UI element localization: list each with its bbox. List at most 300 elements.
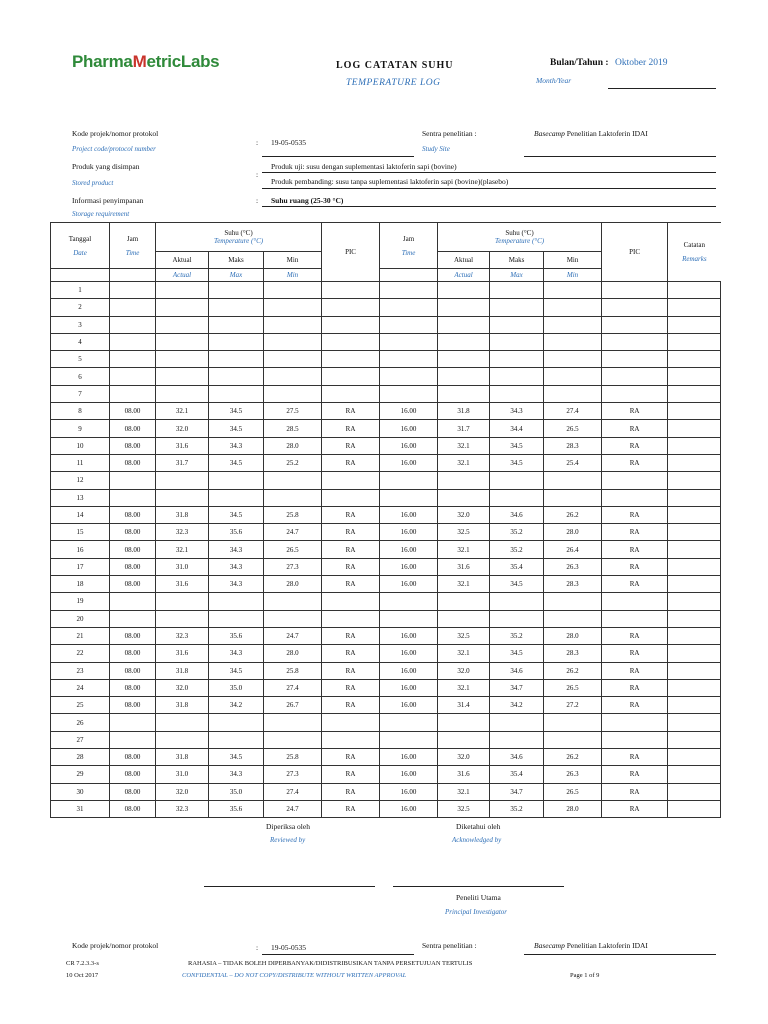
remarks-cell xyxy=(668,316,721,333)
table-cell: 28.0 xyxy=(264,437,322,454)
table-cell: 08.00 xyxy=(110,766,156,783)
table-cell: RA xyxy=(602,749,668,766)
remarks-cell xyxy=(668,645,721,662)
table-cell: 34.3 xyxy=(490,403,544,420)
table-cell xyxy=(544,333,602,350)
table-cell: RA xyxy=(322,679,380,696)
table-cell: RA xyxy=(322,627,380,644)
table-cell xyxy=(438,333,490,350)
table-row xyxy=(51,506,721,523)
code-colon: : xyxy=(256,138,259,147)
table-cell: 08.00 xyxy=(110,749,156,766)
table-cell: 17 xyxy=(51,558,110,575)
table-cell xyxy=(264,333,322,350)
remarks-cell xyxy=(668,627,721,644)
table-cell: 34.5 xyxy=(209,403,264,420)
table-cell xyxy=(110,316,156,333)
table-cell xyxy=(602,316,668,333)
table-cell: 34.6 xyxy=(490,506,544,523)
table-cell: 16.00 xyxy=(380,403,438,420)
table-cell xyxy=(602,368,668,385)
table-cell: 31.7 xyxy=(438,420,490,437)
table-row xyxy=(51,454,721,471)
table-cell xyxy=(110,299,156,316)
storage-sub: Storage requirement xyxy=(72,210,130,218)
table-cell: 16.00 xyxy=(380,506,438,523)
table-cell xyxy=(156,333,209,350)
table-cell xyxy=(602,385,668,402)
table-cell: 34.3 xyxy=(209,437,264,454)
table-cell xyxy=(490,316,544,333)
table-row xyxy=(51,489,721,506)
table-cell xyxy=(209,351,264,368)
storage-label: Informasi penyimpanan xyxy=(72,196,144,205)
header-actual: Actual xyxy=(156,269,209,282)
table-cell: 4 xyxy=(51,333,110,350)
table-cell xyxy=(209,385,264,402)
pi-sub: Principal Investigator xyxy=(445,908,508,916)
table-cell: 32.1 xyxy=(156,541,209,558)
remarks-cell xyxy=(668,593,721,610)
table-cell: 08.00 xyxy=(110,679,156,696)
header-temp-am xyxy=(156,223,322,252)
table-cell xyxy=(490,282,544,299)
table-row xyxy=(51,576,721,593)
header-temperature: Temperature (°C) xyxy=(213,237,264,245)
table-cell: 28.3 xyxy=(544,645,602,662)
footer-site-italic: Basecamp xyxy=(534,941,565,950)
table-cell: 30 xyxy=(51,783,110,800)
header-time-am xyxy=(110,223,156,269)
table-cell: 34.2 xyxy=(490,697,544,714)
table-cell xyxy=(380,351,438,368)
table-cell: 25.8 xyxy=(264,506,322,523)
page-number: Page 1 of 9 xyxy=(570,972,600,979)
table-cell: 31.6 xyxy=(438,558,490,575)
ack-signature-line xyxy=(393,886,564,887)
table-cell xyxy=(380,593,438,610)
company-logo xyxy=(72,52,219,72)
table-cell: 7 xyxy=(51,385,110,402)
table-cell: RA xyxy=(322,437,380,454)
product-test: Produk uji: susu dengan suplementasi laktoferin sapi (bovine) xyxy=(271,162,457,171)
table-cell: 34.3 xyxy=(209,766,264,783)
table-row xyxy=(51,697,721,714)
table-cell: 3 xyxy=(51,316,110,333)
table-cell: 16.00 xyxy=(380,645,438,662)
table-cell: 31.6 xyxy=(438,766,490,783)
table-cell: 35.0 xyxy=(209,679,264,696)
table-cell xyxy=(438,472,490,489)
table-row xyxy=(51,558,721,575)
remarks-cell xyxy=(668,766,721,783)
table-row xyxy=(51,662,721,679)
table-cell: 08.00 xyxy=(110,541,156,558)
table-cell: 08.00 xyxy=(110,420,156,437)
table-cell: 31.8 xyxy=(156,697,209,714)
product-colon: : xyxy=(256,170,259,179)
site-sub: Study Site xyxy=(422,145,450,153)
table-cell: 26.3 xyxy=(544,766,602,783)
table-cell xyxy=(438,385,490,402)
table-cell xyxy=(490,731,544,748)
table-cell: 32.1 xyxy=(438,679,490,696)
table-cell xyxy=(602,731,668,748)
confidential-en: CONFIDENTIAL – DO NOT COPY/DISTRIBUTE WITHOUT WRITTEN APPROVAL xyxy=(182,972,407,979)
table-row xyxy=(51,368,721,385)
table-cell: RA xyxy=(602,800,668,817)
table-cell: 25.2 xyxy=(264,454,322,471)
table-cell: 35.4 xyxy=(490,766,544,783)
code-line xyxy=(262,156,414,157)
table-cell xyxy=(380,316,438,333)
table-cell: 32.5 xyxy=(438,524,490,541)
table-cell xyxy=(490,489,544,506)
logo-text-1: Pharma xyxy=(72,52,133,71)
table-cell: 16.00 xyxy=(380,800,438,817)
table-cell xyxy=(264,316,322,333)
product-line-1 xyxy=(262,172,716,173)
table-cell: 24.7 xyxy=(264,800,322,817)
table-cell: 32.0 xyxy=(156,420,209,437)
header-temp-pm xyxy=(438,223,602,252)
table-cell: 32.5 xyxy=(438,800,490,817)
table-cell: 32.0 xyxy=(156,783,209,800)
confidential-id: RAHASIA – TIDAK BOLEH DIPERBANYAK/DIDISTRIBUSIKAN TANPA PERSETUJUAN TERTULIS xyxy=(188,960,473,967)
doc-date: 10 Oct 2017 xyxy=(66,972,99,979)
table-cell xyxy=(110,610,156,627)
month-value: Oktober 2019 xyxy=(615,58,668,68)
table-cell xyxy=(322,714,380,731)
table-cell xyxy=(544,472,602,489)
header-pic-pm: PIC xyxy=(602,223,668,282)
table-cell: 28.3 xyxy=(544,437,602,454)
table-cell: RA xyxy=(602,437,668,454)
table-cell: 24.7 xyxy=(264,627,322,644)
table-cell xyxy=(264,299,322,316)
table-cell: 16 xyxy=(51,541,110,558)
table-cell xyxy=(156,472,209,489)
table-row xyxy=(51,766,721,783)
table-cell: 34.6 xyxy=(490,662,544,679)
table-row xyxy=(51,783,721,800)
table-cell: 32.0 xyxy=(156,679,209,696)
product-sub: Stored product xyxy=(72,179,114,187)
table-cell: 16.00 xyxy=(380,576,438,593)
table-cell xyxy=(380,489,438,506)
table-cell: 08.00 xyxy=(110,662,156,679)
table-cell xyxy=(438,593,490,610)
table-cell: 19 xyxy=(51,593,110,610)
table-cell xyxy=(490,385,544,402)
table-cell: 27.3 xyxy=(264,558,322,575)
table-cell: 28.0 xyxy=(544,800,602,817)
table-cell xyxy=(156,714,209,731)
header-time-en: Time xyxy=(125,248,140,257)
table-cell: 34.4 xyxy=(490,420,544,437)
table-cell: RA xyxy=(602,679,668,696)
table-cell: RA xyxy=(602,524,668,541)
table-cell xyxy=(380,610,438,627)
header-blank-1 xyxy=(51,269,110,282)
remarks-cell xyxy=(668,385,721,402)
remarks-cell xyxy=(668,368,721,385)
table-cell: 08.00 xyxy=(110,437,156,454)
table-cell: 32.1 xyxy=(438,645,490,662)
page-subtitle: TEMPERATURE LOG xyxy=(346,78,441,88)
table-cell xyxy=(156,731,209,748)
table-cell xyxy=(602,714,668,731)
table-cell: RA xyxy=(602,558,668,575)
table-cell: 16.00 xyxy=(380,783,438,800)
table-cell: 32.1 xyxy=(438,576,490,593)
table-cell: 28.5 xyxy=(264,420,322,437)
table-body xyxy=(51,282,721,818)
table-cell xyxy=(544,610,602,627)
header-aktual-pm: Aktual xyxy=(438,252,490,269)
table-cell xyxy=(209,731,264,748)
table-cell: 32.1 xyxy=(438,454,490,471)
header-min: Min xyxy=(264,252,322,269)
table-cell xyxy=(110,351,156,368)
table-cell: 10 xyxy=(51,437,110,454)
table-cell: 27.2 xyxy=(544,697,602,714)
table-cell: RA xyxy=(322,558,380,575)
table-cell: RA xyxy=(322,645,380,662)
table-cell xyxy=(380,282,438,299)
table-cell xyxy=(380,368,438,385)
table-cell: 16.00 xyxy=(380,679,438,696)
table-cell: 35.6 xyxy=(209,800,264,817)
table-row xyxy=(51,645,721,662)
table-cell: 31.8 xyxy=(156,506,209,523)
table-cell: 26.2 xyxy=(544,749,602,766)
table-cell xyxy=(156,282,209,299)
table-cell: RA xyxy=(602,697,668,714)
header-maks: Maks xyxy=(209,252,264,269)
table-cell xyxy=(264,610,322,627)
table-cell: 11 xyxy=(51,454,110,471)
table-cell: 26 xyxy=(51,714,110,731)
table-cell xyxy=(322,368,380,385)
header-remarks-en: Remarks xyxy=(682,255,707,263)
table-cell xyxy=(156,489,209,506)
table-cell: 26.3 xyxy=(544,558,602,575)
remarks-cell xyxy=(668,351,721,368)
table-cell xyxy=(156,351,209,368)
table-cell: 31.6 xyxy=(156,576,209,593)
table-cell: 26.2 xyxy=(544,662,602,679)
table-cell: 31 xyxy=(51,800,110,817)
code-label: Kode projek/nomor protokol xyxy=(72,129,159,138)
reviewed-sub: Reviewed by xyxy=(270,836,306,844)
table-cell xyxy=(209,472,264,489)
table-cell: 2 xyxy=(51,299,110,316)
header-catatan: Catatan xyxy=(683,241,705,249)
table-row xyxy=(51,679,721,696)
table-cell: 25.8 xyxy=(264,749,322,766)
table-cell: RA xyxy=(602,506,668,523)
page-title: LOG CATATAN SUHU xyxy=(336,60,454,71)
table-row xyxy=(51,437,721,454)
code-value: 19-05-0535 xyxy=(271,138,306,147)
table-cell: 35.2 xyxy=(490,627,544,644)
table-cell: 16.00 xyxy=(380,420,438,437)
table-cell xyxy=(264,385,322,402)
table-cell: 28.0 xyxy=(264,645,322,662)
footer-code-line xyxy=(262,954,414,955)
table-cell xyxy=(544,299,602,316)
table-cell: 34.5 xyxy=(490,576,544,593)
table-cell xyxy=(209,316,264,333)
product-label: Produk yang disimpan xyxy=(72,162,140,171)
table-cell: 08.00 xyxy=(110,697,156,714)
table-cell xyxy=(322,472,380,489)
table-cell xyxy=(438,610,490,627)
site-value-text: Penelitian Laktoferin IDAI xyxy=(566,129,648,138)
table-cell: 08.00 xyxy=(110,627,156,644)
footer-code-value: 19-05-0535 xyxy=(271,943,306,952)
remarks-cell xyxy=(668,299,721,316)
table-cell: 35.4 xyxy=(490,558,544,575)
footer-site-line xyxy=(524,954,716,955)
table-cell: RA xyxy=(322,420,380,437)
header-jam-pm: Jam xyxy=(402,234,415,243)
table-cell xyxy=(322,351,380,368)
footer-code-colon: : xyxy=(256,943,259,952)
table-cell: 34.3 xyxy=(209,576,264,593)
table-cell: 32.3 xyxy=(156,627,209,644)
table-cell xyxy=(110,368,156,385)
table-cell: 35.0 xyxy=(209,783,264,800)
logo-text-3: etricLabs xyxy=(146,52,220,71)
table-cell: 34.3 xyxy=(209,541,264,558)
table-cell: 35.6 xyxy=(209,524,264,541)
table-cell xyxy=(490,299,544,316)
header-date xyxy=(51,223,110,269)
table-cell xyxy=(110,714,156,731)
table-cell: RA xyxy=(602,662,668,679)
table-cell xyxy=(490,593,544,610)
table-cell: RA xyxy=(602,454,668,471)
header-date-en: Date xyxy=(73,248,87,257)
storage-colon: : xyxy=(256,196,259,205)
table-cell: RA xyxy=(602,645,668,662)
remarks-cell xyxy=(668,437,721,454)
table-cell xyxy=(490,351,544,368)
table-cell: RA xyxy=(322,524,380,541)
table-cell xyxy=(380,714,438,731)
table-cell: 12 xyxy=(51,472,110,489)
storage-line xyxy=(262,206,716,207)
table-cell: 28 xyxy=(51,749,110,766)
table-cell: 32.1 xyxy=(438,437,490,454)
remarks-cell xyxy=(668,524,721,541)
footer-site-label: Sentra penelitian : xyxy=(422,941,477,950)
footer-code-label: Kode projek/nomor protokol xyxy=(72,941,159,950)
logo-text-2: M xyxy=(132,52,147,71)
remarks-cell xyxy=(668,714,721,731)
table-cell: 27.4 xyxy=(264,679,322,696)
table-cell: 24.7 xyxy=(264,524,322,541)
table-cell xyxy=(490,714,544,731)
remarks-cell xyxy=(668,558,721,575)
table-cell xyxy=(110,472,156,489)
table-cell: 31.6 xyxy=(156,437,209,454)
table-cell xyxy=(156,316,209,333)
ack-label: Diketahui oleh xyxy=(456,822,501,831)
table-row xyxy=(51,541,721,558)
table-cell xyxy=(602,489,668,506)
table-cell xyxy=(322,333,380,350)
table-cell: 13 xyxy=(51,489,110,506)
table-cell xyxy=(264,472,322,489)
header-blank-3 xyxy=(380,269,438,282)
table-cell: 20 xyxy=(51,610,110,627)
table-cell xyxy=(110,282,156,299)
table-cell xyxy=(264,731,322,748)
table-cell: 31.4 xyxy=(438,697,490,714)
table-cell: 34.2 xyxy=(209,697,264,714)
table-cell: 08.00 xyxy=(110,576,156,593)
table-cell: 31.0 xyxy=(156,766,209,783)
table-cell xyxy=(264,593,322,610)
table-cell xyxy=(380,385,438,402)
header-min-en: Min xyxy=(264,269,322,282)
header-max: Max xyxy=(209,269,264,282)
remarks-cell xyxy=(668,662,721,679)
table-cell: RA xyxy=(322,800,380,817)
table-row xyxy=(51,731,721,748)
table-cell: 16.00 xyxy=(380,541,438,558)
table-cell xyxy=(110,333,156,350)
table-cell: 31.0 xyxy=(156,558,209,575)
header-suhu-pm: Suhu (°C) xyxy=(505,229,534,237)
table-row xyxy=(51,403,721,420)
table-cell: RA xyxy=(322,662,380,679)
table-cell: 31.8 xyxy=(156,662,209,679)
table-cell xyxy=(209,299,264,316)
table-cell xyxy=(322,593,380,610)
header-maks-pm: Maks xyxy=(490,252,544,269)
table-cell: 29 xyxy=(51,766,110,783)
table-cell: RA xyxy=(602,420,668,437)
table-cell: 25.4 xyxy=(544,454,602,471)
table-cell: 35.2 xyxy=(490,524,544,541)
site-line xyxy=(524,156,716,157)
table-cell xyxy=(209,714,264,731)
table-cell xyxy=(602,333,668,350)
remarks-cell xyxy=(668,489,721,506)
table-row xyxy=(51,385,721,402)
table-cell: 34.5 xyxy=(209,506,264,523)
table-cell xyxy=(544,593,602,610)
table-cell: RA xyxy=(322,749,380,766)
table-cell xyxy=(156,368,209,385)
table-cell xyxy=(490,472,544,489)
table-cell: RA xyxy=(322,506,380,523)
remarks-cell xyxy=(668,282,721,299)
table-cell xyxy=(602,351,668,368)
temperature-table xyxy=(50,222,721,818)
table-cell: RA xyxy=(322,454,380,471)
table-row xyxy=(51,351,721,368)
table-row xyxy=(51,610,721,627)
table-cell: 23 xyxy=(51,662,110,679)
table-cell: 08.00 xyxy=(110,524,156,541)
table-cell xyxy=(544,714,602,731)
table-cell: 15 xyxy=(51,524,110,541)
